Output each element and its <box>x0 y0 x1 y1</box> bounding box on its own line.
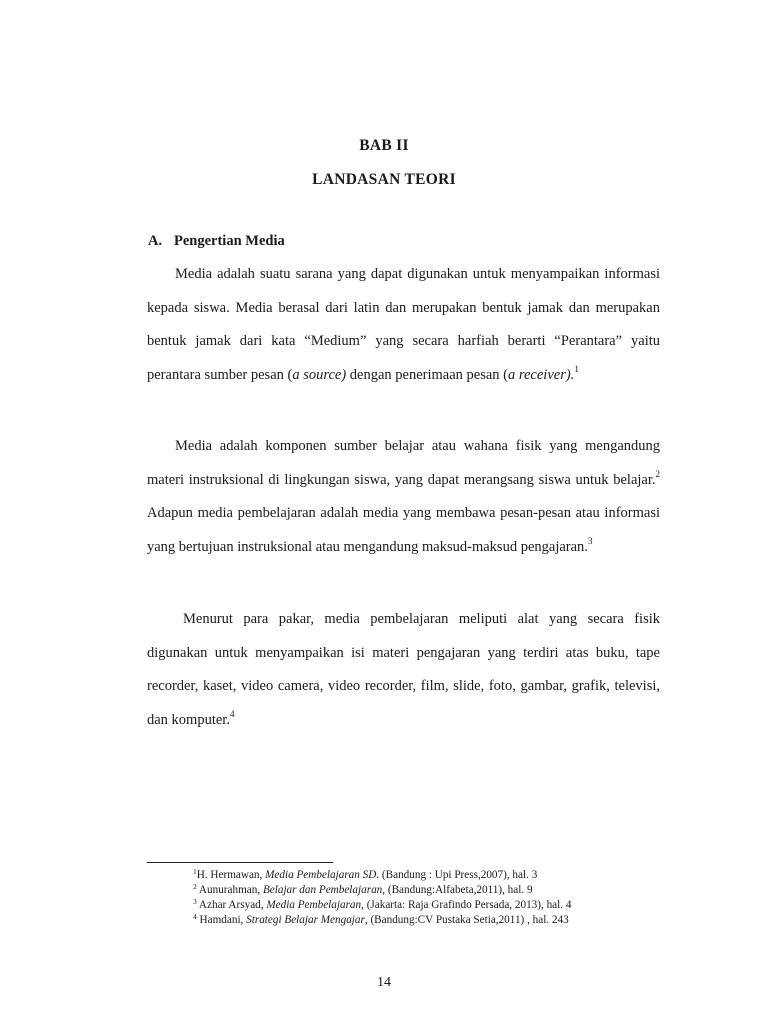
footnote-4: $^4$ Hamdani, Strategi Belajar Mengajar, (Bandung:CV Pustaka Setia,2011) , hal. 243 <box>193 912 569 926</box>
footnote-ref-4: 4 <box>229 708 235 719</box>
paragraph-2-text-a: Media adalah komponen sumber belajar atau wahana fisik yang mengandung materi instruksional di lingkungan siswa, yang dapat merangsang siswa untuk belajar. <box>147 438 660 488</box>
page-number: 14 <box>377 975 391 990</box>
footnotes <box>193 868 663 928</box>
section-heading <box>148 233 285 250</box>
section-title: Pengertian Media <box>174 233 285 249</box>
paragraph-2-text-b: Adapun media pembelajaran adalah media yang membawa pesan-pesan atau informasi yang bertujuan instruksional atau mengandung maksud-maksud pengajaran. <box>147 505 660 555</box>
footnote-ref-2: 2 <box>655 468 660 479</box>
paragraph-3 <box>147 603 660 737</box>
paragraph-1 <box>147 258 660 392</box>
paragraph-1-italic-b: a receiver). <box>508 366 575 383</box>
paragraph-1-italic-a: a source) <box>292 366 347 383</box>
paragraph-3-text: Menurut para pakar, media pembelajaran meliputi alat yang secara fisik digunakan untuk menyampaikan isi materi pengajaran yang terdiri atas buku, tape recorder, kaset, video camera, video recorder, film, slide, foto, gambar, grafik, televisi, dan komputer. <box>147 611 660 728</box>
footnote-2: $^2$ Aunurahman, Belajar dan Pembelajaran, (Bandung:Alfabeta,2011), hal. 9 <box>193 882 533 896</box>
footnote-3: $^3$ Azhar Arsyad, Media Pembelajaran, (Jakarta: Raja Grafindo Persada, 2013), hal. 4 <box>193 897 572 911</box>
footnote-ref-3: 3 <box>587 535 593 546</box>
paragraph-1-text-b: dengan penerimaan pesan ( <box>346 366 509 383</box>
chapter-title: LANDASAN TEORI <box>312 171 456 188</box>
chapter-number: BAB II <box>359 137 409 154</box>
section-marker: A. <box>148 233 163 249</box>
paragraph-2 <box>147 430 660 564</box>
footnote-separator <box>147 862 333 863</box>
footnote-1: $^1$H. Hermawan, Media Pembelajaran SD. (Bandung : Upi Press,2007), hal. 3 <box>193 867 538 881</box>
footnote-ref-1: 1 <box>574 363 579 374</box>
paragraph-1-text-a: Media adalah suatu sarana yang dapat digunakan untuk menyampaikan informasi kepada siswa. Media berasal dari latin dan merupakan bentuk jamak dan merupakan bentuk jamak dari kata “Medium” yang secara harfiah berarti “Perantara” yaitu perantara sumber pesan ( <box>147 266 660 383</box>
